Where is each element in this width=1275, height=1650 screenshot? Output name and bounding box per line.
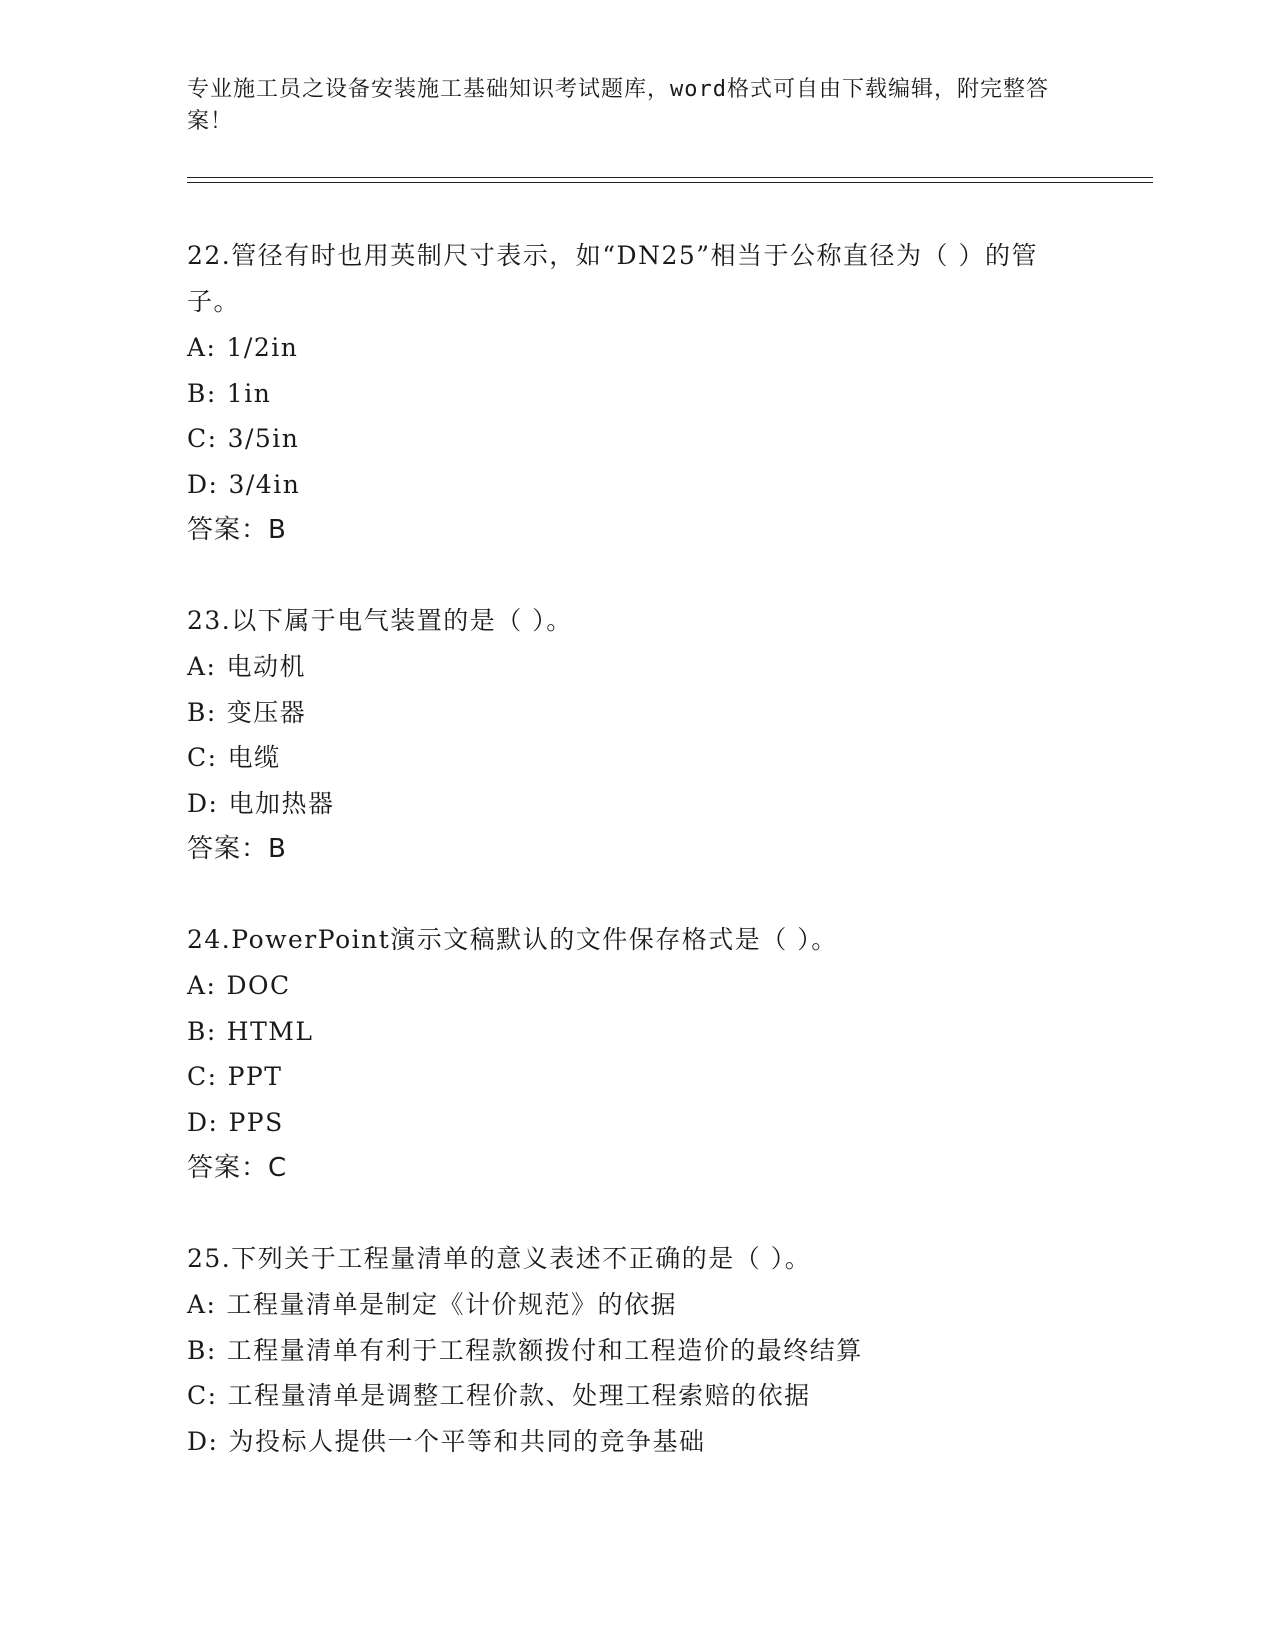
option-value: 工程量清单有利于工程款额拨付和工程造价的最终结算 (226, 1335, 863, 1365)
option-key: A: (187, 652, 217, 681)
option-key: C: (187, 1381, 218, 1410)
option-value: 为投标人提供一个平等和共同的竞争基础 (228, 1426, 706, 1456)
option-a (187, 963, 1067, 1009)
option-key: D: (187, 788, 219, 818)
option-key: A: (187, 1290, 217, 1319)
option-key: D: (187, 1426, 219, 1456)
option-c (187, 1373, 1067, 1419)
option-b (187, 1328, 1067, 1374)
option-value: HTML (226, 1016, 314, 1046)
option-key: D: (187, 469, 219, 499)
option-b (187, 1009, 1067, 1055)
option-key: C: (187, 424, 218, 453)
option-key: D: (187, 1107, 219, 1137)
option-a (187, 1282, 1067, 1328)
option-value: 工程量清单是制定《计价规范》的依据 (226, 1290, 677, 1319)
header-divider-top (187, 177, 1153, 178)
question-text: 22.管径有时也用英制尺寸表示，如“DN25”相当于公称直径为（ ）的管子。 (187, 241, 1038, 316)
option-key: A: (187, 971, 217, 1000)
question-text: 23.以下属于电气装置的是（ ）。 (187, 606, 573, 635)
answer-text: 答案：B (187, 515, 287, 545)
question-22 (187, 233, 1067, 553)
option-d (187, 1100, 1067, 1146)
option-value: 1/2in (226, 333, 299, 362)
option-key: B: (187, 697, 217, 727)
option-a (187, 325, 1067, 371)
option-value: 工程量清单是调整工程价款、处理工程索赔的依据 (227, 1381, 811, 1410)
option-value: PPS (228, 1107, 284, 1137)
option-key: B: (187, 1335, 217, 1365)
option-value: 变压器 (226, 697, 307, 727)
option-d (187, 781, 1067, 827)
header-divider-bottom (187, 182, 1153, 183)
option-d (187, 1419, 1067, 1465)
option-value: PPT (227, 1062, 283, 1091)
question-25 (187, 1236, 1067, 1464)
document-header: 专业施工员之设备安装施工基础知识考试题库，word格式可自由下载编辑，附完整答案！ (187, 77, 1049, 134)
option-b (187, 371, 1067, 417)
answer-text: 答案：B (187, 834, 287, 864)
option-value: 3/4in (228, 469, 301, 499)
option-key: C: (187, 1062, 218, 1091)
option-value: 电加热器 (228, 788, 335, 818)
option-key: B: (187, 1016, 217, 1046)
option-a (187, 644, 1067, 690)
question-23 (187, 598, 1067, 872)
option-value: 电动机 (226, 652, 306, 681)
option-key: B: (187, 378, 217, 408)
question-text: 25.下列关于工程量清单的意义表述不正确的是（ ）。 (187, 1244, 812, 1273)
option-value: 1in (226, 378, 272, 408)
question-24 (187, 917, 1067, 1191)
option-value: 电缆 (227, 743, 281, 772)
answer-text: 答案：C (187, 1153, 288, 1183)
option-c (187, 1054, 1067, 1100)
option-c (187, 416, 1067, 462)
question-text: 24.PowerPoint演示文稿默认的文件保存格式是（ ）。 (187, 925, 838, 954)
option-d (187, 462, 1067, 508)
option-key: C: (187, 743, 218, 772)
option-value: DOC (226, 971, 291, 1000)
option-value: 3/5in (227, 424, 300, 453)
option-key: A: (187, 333, 217, 362)
option-c (187, 735, 1067, 781)
option-b (187, 690, 1067, 736)
